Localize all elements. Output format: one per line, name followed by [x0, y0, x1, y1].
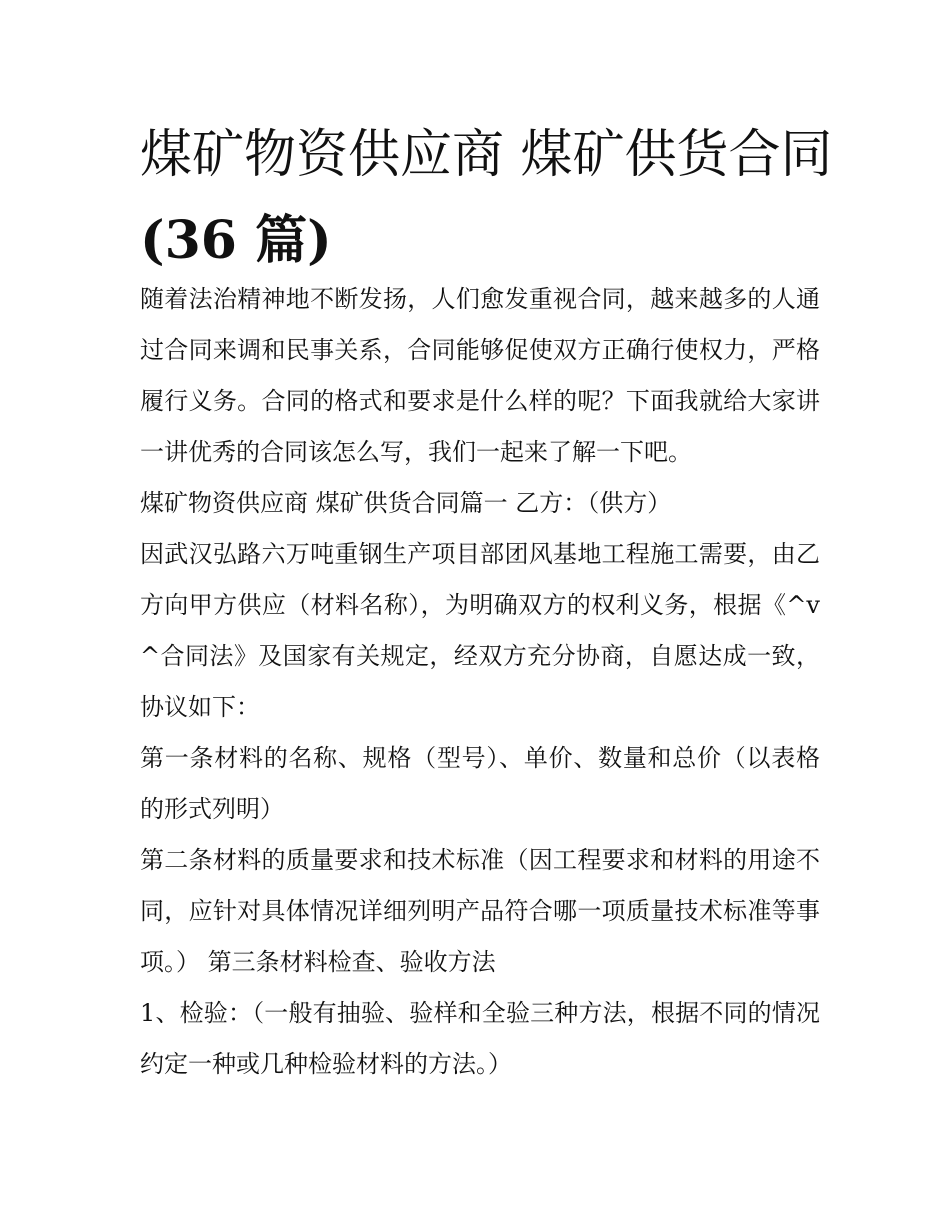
document-title-line-2: (36 篇)	[140, 210, 332, 271]
clause-1: 第一条材料的名称、规格（型号）、单价、数量和总价（以表格的形式列明）	[140, 744, 820, 823]
intro-paragraph: 随着法治精神地不断发扬，人们愈发重视合同，越来越多的人通过合同来调和民事关系，合同能够促使双方正确行使权力，严格履行义务。合同的格式和要求是什么样的呢？下面我就给大家讲一讲优秀的合同该怎么写，我们一起来了解一下吧。	[140, 285, 820, 466]
inspection-item: 1、检验：（一般有抽验、验样和全验三种方法，根据不同的情况约定一种或几种检验材料的方法。）	[140, 999, 820, 1078]
section-heading: 煤矿物资供应商 煤矿供货合同篇一 乙方：（供方）	[140, 489, 672, 517]
document-title	[140, 112, 833, 284]
document-title-line-1: 煤矿物资供应商 煤矿供货合同	[140, 125, 833, 185]
body-paragraph: 因武汉弘路六万吨重钢生产项目部团风基地工程施工需要，由乙方向甲方供应（材料名称），为明确双方的权利义务，根据《^v^合同法》及国家有关规定，经双方充分协商，自愿达成一致，协议如下：	[140, 540, 820, 721]
document-body	[140, 274, 820, 1090]
clause-2-3: 第二条材料的质量要求和技术标准（因工程要求和材料的用途不同，应针对具体情况详细列明产品符合哪一项质量技术标准等事项。） 第三条材料检查、验收方法	[140, 846, 820, 976]
